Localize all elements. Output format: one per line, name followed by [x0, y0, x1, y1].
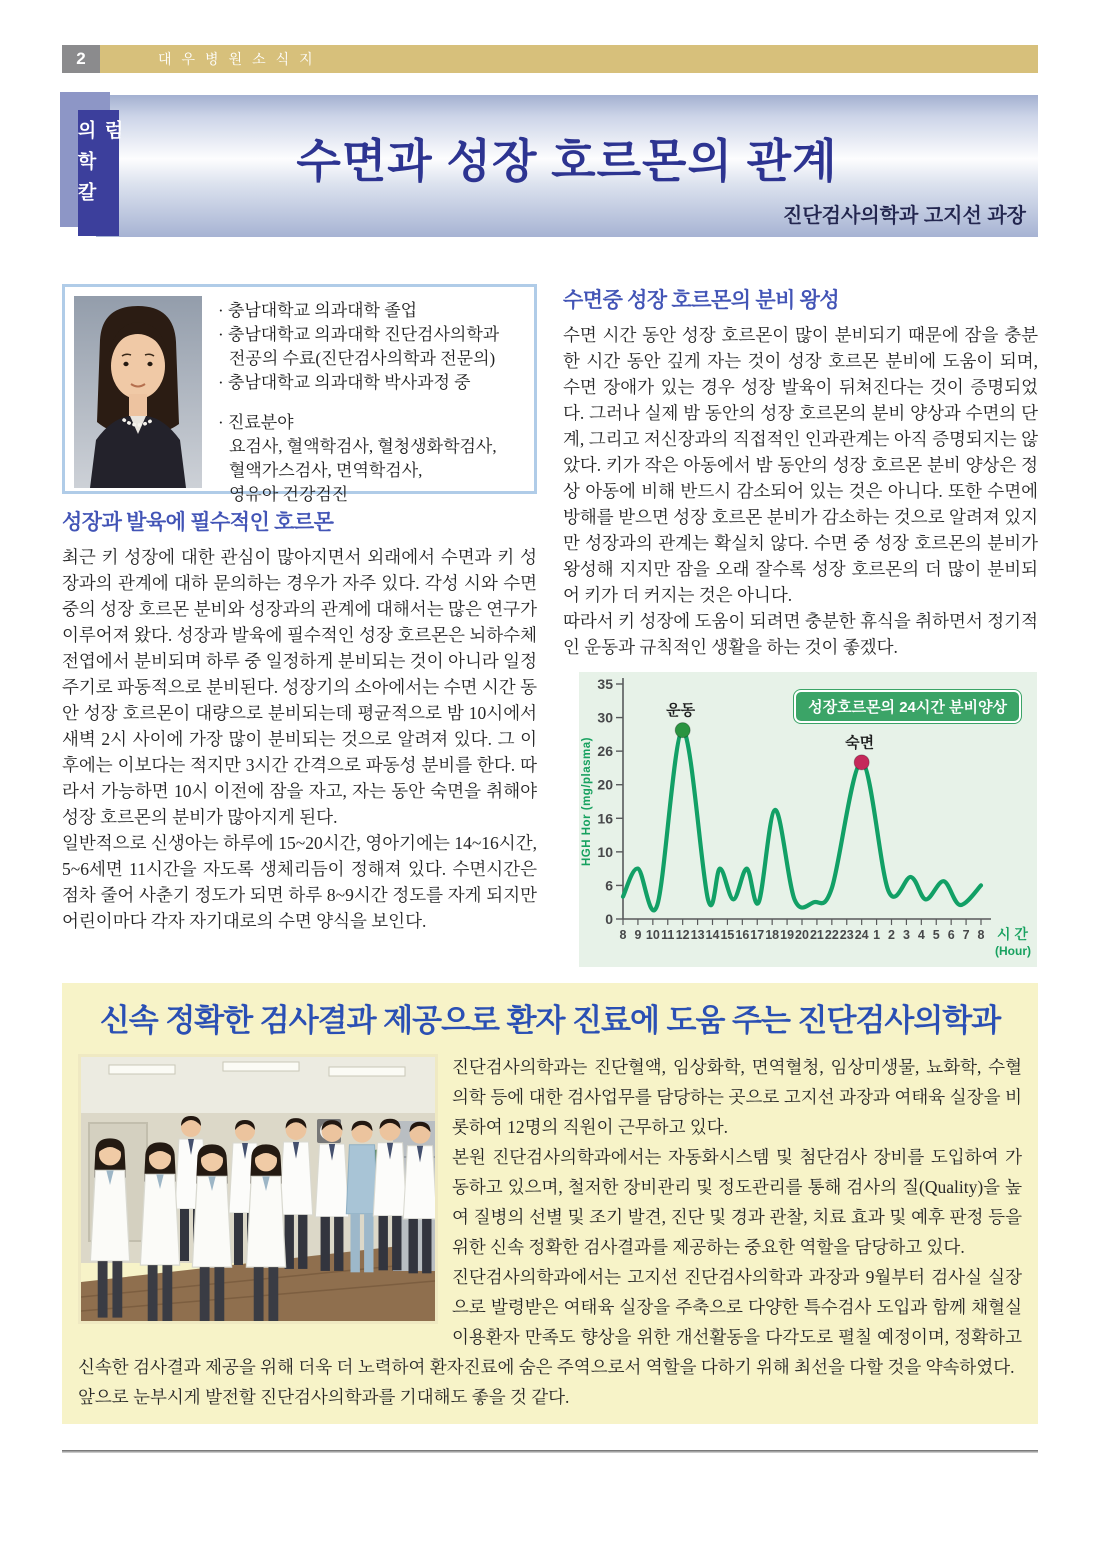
newsletter-title: 대우병원소식지	[158, 51, 323, 67]
svg-text:13: 13	[690, 928, 705, 942]
svg-text:26: 26	[597, 743, 613, 760]
bio-spacer	[218, 395, 499, 411]
page-number: 2	[62, 45, 100, 73]
svg-text:22: 22	[824, 928, 839, 942]
lab-department-panel	[62, 983, 1038, 1424]
svg-text:7: 7	[962, 928, 970, 942]
svg-text:19: 19	[780, 928, 795, 942]
bio-line: 영유아 건강검진	[229, 485, 349, 504]
doctor-portrait-photo	[74, 296, 202, 482]
article-author: 진단검사의학과 고지선 과장	[783, 205, 1026, 227]
lab-panel-body	[78, 1052, 1022, 1412]
article-body	[62, 284, 1038, 967]
growth-hormone-chart-figure	[579, 672, 1037, 967]
lab-team-photo	[78, 1054, 438, 1324]
svg-text:16: 16	[597, 810, 613, 827]
svg-text:30: 30	[597, 709, 613, 726]
svg-text:4: 4	[917, 928, 925, 942]
svg-text:12: 12	[675, 928, 690, 942]
svg-text:23: 23	[839, 928, 854, 942]
medical-column-tab-label: 의학칼럼	[74, 120, 123, 213]
svg-text:18: 18	[765, 928, 780, 942]
svg-text:21: 21	[809, 928, 824, 942]
svg-text:(Hour): (Hour)	[995, 944, 1031, 958]
svg-text:1: 1	[873, 928, 881, 942]
svg-text:6: 6	[605, 877, 613, 894]
svg-text:17: 17	[750, 928, 765, 942]
svg-text:10: 10	[645, 928, 660, 942]
svg-text:35: 35	[597, 676, 613, 692]
svg-text:10: 10	[597, 843, 613, 860]
bio-line: 전공의 수료(진단검사의학과 전문의)	[229, 349, 496, 368]
svg-text:9: 9	[634, 928, 642, 942]
paragraph: 진단검사의학과는 진단혈액, 임상화학, 면역혈청, 임상미생물, 뇨화학, 수혈의학 등에 대한 검사업무를 담당하는 곳으로 고지선 과장과 여태육 실장을 비롯하여 12명의 직원이 근무하고 있다.	[452, 1057, 1022, 1137]
page-header-bar	[62, 45, 1038, 73]
svg-text:0: 0	[605, 911, 613, 927]
paragraph: 본원 진단검사의학과에서는 자동화시스템 및 첨단검사 장비를 도입하여 가동하고 있으며, 철저한 장비관리 및 정도관리를 통해 검사의 질(Quality)을 높여 질병의 선별 및 조기 발견, 진단 및 경과 관찰, 치료 효과 및 예후 판정 등을 위한 신속 정확한 검사결과를 제공하는 중요한 역할을 담당하고 있다.	[452, 1147, 1022, 1257]
chart-title-badge: 성장호르몬의 24시간 분비양상	[794, 690, 1021, 723]
section-heading-sleep: 수면중 성장 호르몬의 분비 왕성	[563, 288, 840, 312]
section-heading-growth: 성장과 발육에 필수적인 호르몬	[62, 510, 334, 534]
svg-text:2: 2	[888, 928, 895, 942]
paragraph: 진단검사의학과에서는 고지선 진단검사의학과 과장과 9월부터 검사실 실장으로 발령받은 여태육 실장을 주축으로 다양한 특수검사 도입과 함께 채혈실 이용환자 만족도 향상을 위한 개선활동을 다각도로 펼칠 예정이며, 정확하고 신속한 검사결과 제공을 위해 더욱 더 노력하여 환자진료에 숨은 주역으로서 역할을 다하기 위해 최선을 다할 것을 약속하였다.	[78, 1267, 1022, 1377]
bio-line: 요검사, 혈액학검사, 혈청생화학검사,	[229, 437, 497, 456]
svg-text:8: 8	[619, 928, 627, 942]
svg-text:15: 15	[720, 928, 735, 942]
svg-text:8: 8	[977, 928, 985, 942]
bio-line: · 진료분야	[218, 413, 294, 432]
svg-text:11: 11	[661, 928, 675, 942]
svg-text:시 간: 시 간	[997, 926, 1028, 942]
svg-text:20: 20	[795, 928, 809, 942]
lab-panel-title: 신속 정확한 검사결과 제공으로 환자 진료에 도움 주는 진단검사의학과	[99, 1003, 1001, 1038]
paragraph: 수면 시간 동안 성장 호르몬이 많이 분비되기 때문에 잠을 충분한 시간 동안 깊게 자는 것이 성장 호르몬 분비에 도움이 되며, 수면 장애가 있는 경우 성장 발육이 뒤쳐진다는 것이 증명되었다. 그러나 실제 밤 동안의 성장 호르몬의 분비 양상과 수면의 단계, 그리고 저신장과의 직접적인 인과관계는 아직 증명되지는 않았다. 키가 작은 아동에서 밤 동안의 성장 호르몬 분비 양상은 정상 아동에 비해 반드시 감소되어 있는 것은 아니다. 또한 수면에 방해를 받으면 성장 호르몬 분비가 감소하는 것으로 알려져 있지만 성장과의 관계는 확실치 않다. 수면 중 성장 호르몬의 분비가 왕성해 지지만 잠을 오래 잘수록 성장 호르몬의 더 많이 분비되어 키가 더 커지는 것은 아니다.	[563, 325, 1038, 605]
svg-text:3: 3	[902, 928, 910, 942]
bio-line: · 충남대학교 의과대학 박사과정 중	[218, 373, 471, 392]
svg-text:운동: 운동	[666, 702, 696, 720]
svg-text:6: 6	[947, 928, 955, 942]
doctor-profile-box	[62, 284, 537, 504]
svg-text:20: 20	[597, 776, 613, 793]
svg-text:24: 24	[854, 928, 869, 942]
svg-text:숙면: 숙면	[845, 734, 875, 752]
svg-text:HGH Hor (mg/plasma): HGH Hor (mg/plasma)	[581, 737, 593, 866]
right-column	[563, 284, 1038, 967]
paragraph: 따라서 키 성장에 도움이 되려면 충분한 휴식을 취하면서 정기적인 운동과 규칙적인 생활을 하는 것이 좋겠다.	[563, 611, 1038, 657]
article-title: 수면과 성장 호르몬의 관계	[296, 135, 838, 187]
paragraph: 최근 키 성장에 대한 관심이 많아지면서 외래에서 수면과 키 성장과의 관계에 대하 문의하는 경우가 자주 있다. 각성 시와 수면 중의 성장 호르몬 분비와 성장과의 관계에 대해서는 많은 연구가 이루어져 왔다. 성장과 발육에 필수적인 성장 호르몬은 뇌하수체 전엽에서 분비되며 하루 중 일정하게 분비되는 것이 아니라 일정 주기로 파동적으로 분비된다. 성장기의 소아에서는 수면 시간 동안 성장 호르몬이 대량으로 분비되는데 평균적으로 밤 10시에서 새벽 2시 사이에 가장 많이 분비되는 것으로 알려져 있다. 그 이후에는 이보다는 적지만 3시간 간격으로 파동성 분비를 한다. 따라서 가능하면 10시 이전에 잠을 자고, 자는 동안 숙면을 취해야 성장 호르몬의 분비가 많아지게 된다.	[62, 547, 537, 827]
doctor-bio	[218, 296, 500, 504]
paragraph: 앞으로 눈부시게 발전할 진단검사의학과를 기대해도 좋을 것 같다.	[78, 1387, 570, 1407]
paragraph: 일반적으로 신생아는 하루에 15~20시간, 영아기에는 14~16시간, 5~6세면 11시간을 자도록 생체리듬이 정해져 있다. 수면시간은 점차 줄어 사춘기 정도가 되면 하루 8~9시간 정도를 자게 되지만 어린이마다 각자 자기대로의 수면 양식을 보인다.	[62, 833, 537, 931]
lab-team-illustration	[81, 1057, 435, 1321]
svg-text:5: 5	[932, 928, 940, 942]
bio-line: · 충남대학교 의과대학 졸업	[218, 301, 418, 320]
svg-text:16: 16	[735, 928, 750, 942]
doctor-portrait-illustration	[74, 296, 202, 488]
svg-text:14: 14	[705, 928, 720, 942]
bio-line: · 충남대학교 의과대학 진단검사의학과	[218, 325, 500, 344]
footer-divider	[62, 1450, 1038, 1453]
left-column	[62, 284, 537, 967]
article-title-banner	[74, 95, 1038, 237]
bio-line: 혈액가스검사, 면역학검사,	[229, 461, 423, 480]
